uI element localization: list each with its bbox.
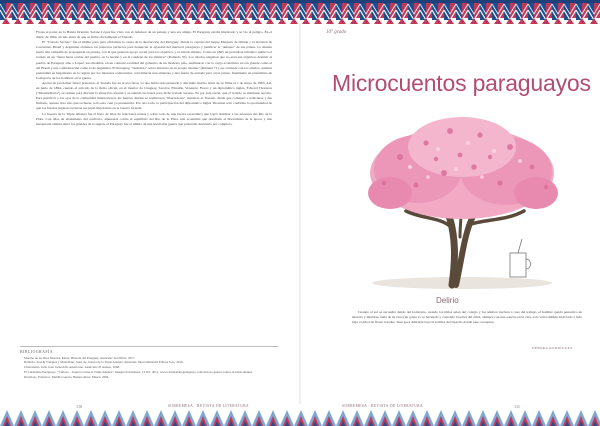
bibliography-divider [20,346,278,347]
page-number-right: 111 [514,404,520,409]
running-footer-right: SOBREMESA · REVISTA DE LITERATURA [342,404,423,408]
story-paragraph: Cuando el sol se escondió detrás del horizonte, cuando los niños salen del colegio y los adultos vuelven a casa del trabajo, el hombre quedó pensativo en silencio y mientras toma de su vaso (un golpe lo ve haciendo y contando broches del árbol, siempre con una sonrisa en la cara, solo veía también ando lado a lado bajo el árbol de flores rosadas. Juan goza delirante bajo la sombra del lapacho donde paso su espera. [352,310,582,325]
essay-paragraph-1: Flores al poder en la Banda Oriental, Solano López fue visto con el defensor de un paisaje y una era amiga. El Paraguay estaba implicado y se vio el peligro. En el diario de 1864, un año antes de que se firme oficialmente el Tratado. [36,30,272,40]
bibliography-entry: Chiavenatto, Julio José. Genocidio Americano. Asunción: El Ateneo, 2008. [24,365,120,370]
bibliography [20,350,278,379]
bibliography-entry: Moreno de los Ríos Moreira, Marta. Historia del Paraguay. Asunción: Servilibro, 2017. [24,355,136,360]
story-title: Delirio [436,296,459,305]
blossom-canopy [368,117,558,219]
right-page [300,0,600,426]
running-footer-left: SOBREMESA · REVISTA DE LITERATURA [168,404,249,408]
page-title: Microcuentos paraguayos [332,70,591,96]
bibliography-entry: Robledo, José & Vázquez y Montalbán, Jesús de. Guerra de la Triple Alianza. Asunción: Intercontinental Editora S.A., 2016. [24,360,184,365]
story-author: DÉBORA RODRÍGUEZ [532,346,573,350]
cup-drawing [510,239,531,277]
bibliography-entry: El Ciudadano Paraguayo. "Curioso – Guerra Contra la Triple Alianza". Imagen SoloSensus, 13 Oct. 2011, www.elciudadanoparaguayo.com/curioso-guerra-contra-la-triple-alianza. [24,369,253,374]
bibliography-entry: Doratioto, Francisco. Maldita Guerra. Buenos Aires: Emecé, 2004. [24,374,110,379]
story-body [352,310,582,325]
essay-body [36,30,272,127]
bibliography-title: BIBLIOGRAFÍA [20,349,54,354]
page-number-left: 110 [76,404,83,409]
essay-paragraph-2: El "Tratado Secreto" fue el último paso para oficializar la causa de la destrucción del Paraguay. Desde la captura del buque Marqués de Olinda y la invasión de Corrientes, Brasil y Argentina obtienen los pretextos perfectos para denunciar la agresión del mariscal paraguayo y justificar la "defensa" de sus países. La alianza inicia una campaña de propaganda en prensa, con la que generan apoyo social para los objetivos y el tratado mismo. Como en 1865 un periodista británico publicó el tratado en un "fuera hasta acabar del pueblo, en la nación y en la condena de los mismos" (Robledo 35). Los aliados alegaban que no eran sus objetivos destruir al pueblo de Paraguay sino a López; sus medidas, en un contexto realidad del gobierno de un modesto país, terminaron con la carga económica en tan grande como el del Brasil y una confederación como la de Argentina. El Paraguay, "destruido" sobre absoluto de su propio destino" (Rutland 71), en contraste con los aliados, quienes pretendían su hegemonía en la región por los intereses comerciales, convirtieron una amenaza y una fuerte de entrada para otros países, finalmente en exterminio de la mayoría de los hombres en la guerra. [36,40,273,80]
essay-paragraph-3: Aparte de proclamar falsos pretextos, el Tratado fue en sí una farsa, ya que había sido planeado y discutido mucho antes de su firma el 1 de mayo de 1865. Así, en junio de 1864, cuando el artículo de la firma oficial, en el interior de Uruguay, Saraiva, Elizalde, Venancio Flores y un diplomático inglés, Edward Thornton ("intermediario") se reúnen para discutir la situación oriental y se sientan las bases para dicho tratado secreto. Es por esta razón, que el tratado se mantiene secreto. Para justificar a los ojos de la comunidad internacional, las fuerzas aliadas se nombraron "libertadores", mientras el Tratado, desde que comenzó a redactarse y fue firmado, apenas tuvo uno que rechazar, todo esto cual ya preanuncia. Por otro lado, la participación del diplomático inglés Thornton solo confirma la oportunidad de que los fuerzas inglesas tuvieron un papel importante en la Guerra Grande. [36,80,272,111]
lapacho-tree-illustration [360,107,565,292]
grade-tag: 10° grado [326,30,347,35]
essay-paragraph-4: La Guerra de la Triple Alianza fue el fruto de años de relaciones tensas y sobre todo de una fuerza económica que logró dominar a las naciones del Río de la Plata. Con años de aislamiento del territorio, amenazas contra el equilibrio del Río de la Plata, una economía que desafiaba al liberalismo de la época y una inesperada alianza entre los grandes de la región, el Paraguay fue el último de una inevitable guerra que pretendió destruirlo por completo. [36,111,272,126]
